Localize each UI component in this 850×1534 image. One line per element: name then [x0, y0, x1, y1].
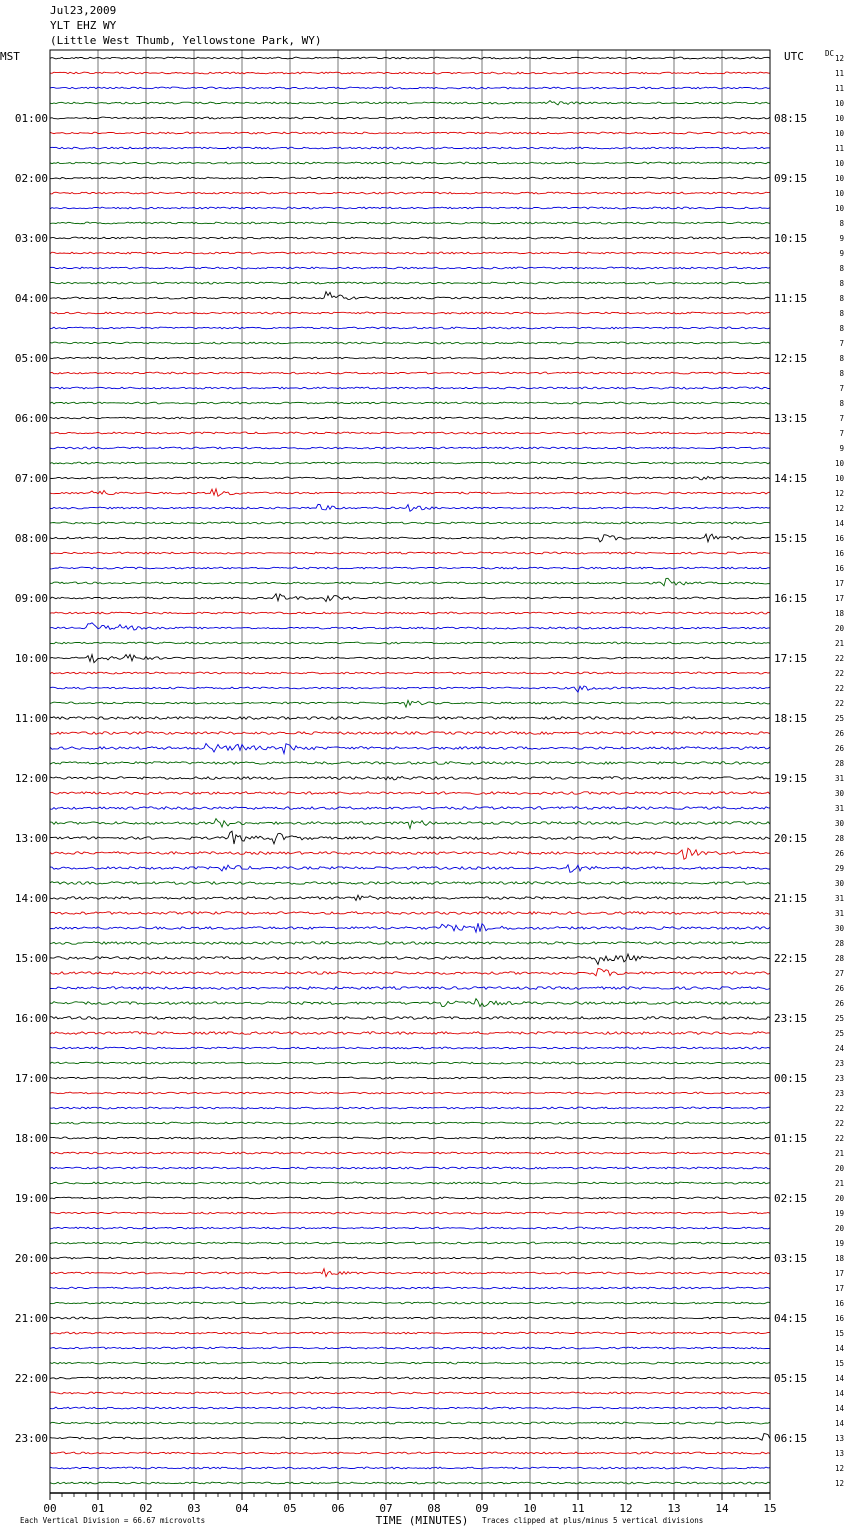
seismic-trace [50, 594, 770, 602]
plot-frame [50, 50, 770, 1493]
seismic-trace [50, 1377, 770, 1379]
seismic-trace [50, 462, 770, 464]
x-tick-label: 02 [139, 1502, 153, 1515]
dc-offset-label: 8 [839, 219, 844, 228]
x-tick-label: 07 [379, 1502, 393, 1515]
seismic-trace [50, 327, 770, 329]
mst-hour-label: 22:00 [14, 1372, 48, 1385]
seismic-trace [50, 762, 770, 765]
dc-offset-label: 12 [834, 504, 844, 513]
seismic-traces [50, 57, 770, 1484]
dc-offset-label: 11 [834, 144, 844, 153]
dc-offset-label: 30 [834, 819, 844, 828]
dc-offset-label: 29 [834, 864, 844, 873]
dc-offset-label: 30 [834, 924, 844, 933]
dc-offset-label: 16 [834, 534, 844, 543]
utc-hour-label: 15:15 [774, 532, 808, 545]
seismic-trace [50, 848, 770, 859]
station-name: YLT EHZ WY [50, 19, 117, 32]
dc-offset-label: 18 [834, 609, 844, 618]
utc-hour-label: 21:15 [774, 892, 808, 905]
dc-offset-label: 31 [834, 804, 844, 813]
mst-hour-label: 07:00 [14, 472, 48, 485]
seismic-trace [50, 357, 770, 359]
seismic-trace [50, 895, 770, 900]
seismic-trace [50, 207, 770, 209]
dc-offset-label: 17 [834, 579, 844, 588]
utc-hour-label: 14:15 [774, 472, 808, 485]
dc-offset-label: 30 [834, 789, 844, 798]
mst-hour-label: 04:00 [14, 292, 48, 305]
dc-offset-label: 10 [834, 174, 844, 183]
seismic-trace [50, 57, 770, 59]
seismic-trace [50, 655, 770, 663]
dc-offset-label: 12 [834, 1479, 844, 1488]
utc-hour-label: 17:15 [774, 652, 808, 665]
seismic-trace [50, 1137, 770, 1139]
plot-date: Jul23,2009 [50, 4, 117, 17]
seismic-trace [50, 954, 770, 964]
dc-offset-label: 9 [839, 249, 844, 258]
seismic-trace [50, 819, 770, 829]
dc-offset-label: 28 [834, 954, 844, 963]
dc-offset-label: 22 [834, 1134, 844, 1143]
dc-offset-label: 8 [839, 264, 844, 273]
seismic-trace [50, 672, 770, 674]
mst-hour-label: 19:00 [14, 1192, 48, 1205]
seismic-trace [50, 117, 770, 119]
utc-hour-label: 10:15 [774, 232, 808, 245]
mst-hour-label: 01:00 [14, 112, 48, 125]
dc-offset-label: 10 [834, 114, 844, 123]
seismic-trace [50, 776, 770, 780]
dc-offset-label: 19 [834, 1239, 844, 1248]
seismic-trace [50, 1047, 770, 1049]
x-tick-label: 12 [619, 1502, 633, 1515]
seismic-trace [50, 312, 770, 314]
dc-offset-label: 20 [834, 1164, 844, 1173]
dc-offset-label: 27 [834, 969, 844, 978]
seismic-trace [50, 162, 770, 164]
x-tick-label: 13 [667, 1502, 681, 1515]
x-tick-label: 10 [523, 1502, 537, 1515]
seismic-trace [50, 1242, 770, 1244]
dc-offset-label: 16 [834, 564, 844, 573]
seismic-trace [50, 623, 770, 630]
dc-offset-label: 28 [834, 834, 844, 843]
dc-header-label: DC [825, 49, 835, 58]
seismic-trace [50, 642, 770, 644]
dc-offset-label: 12 [834, 54, 844, 63]
utc-hour-label: 06:15 [774, 1432, 808, 1445]
dc-offset-label: 14 [834, 1374, 844, 1383]
seismic-trace [50, 1347, 770, 1349]
dc-offset-label: 13 [834, 1434, 844, 1443]
dc-offset-label: 24 [834, 1044, 844, 1053]
station-location: (Little West Thumb, Yellowstone Park, WY) [50, 34, 322, 47]
time-gridlines [98, 50, 722, 1493]
utc-hour-label: 01:15 [774, 1132, 808, 1145]
dc-offset-label: 8 [839, 399, 844, 408]
dc-offset-label: 15 [834, 1329, 844, 1338]
seismic-trace [50, 292, 770, 300]
dc-offset-label: 25 [834, 1029, 844, 1038]
seismic-trace [50, 402, 770, 404]
dc-offset-label: 14 [834, 1344, 844, 1353]
dc-offset-label: 14 [834, 1419, 844, 1428]
seismic-trace [50, 1332, 770, 1334]
dc-offset-label: 8 [839, 279, 844, 288]
seismic-trace [50, 732, 770, 735]
seismic-trace [50, 237, 770, 239]
dc-offset-label: 17 [834, 1269, 844, 1278]
seismic-trace [50, 686, 770, 692]
seismic-trace [50, 1167, 770, 1169]
dc-offset-label: 18 [834, 1254, 844, 1263]
dc-offset-label: 26 [834, 729, 844, 738]
x-tick-label: 15 [763, 1502, 777, 1515]
x-tick-label: 00 [43, 1502, 57, 1515]
dc-offset-label: 21 [834, 639, 844, 648]
seismic-trace [50, 267, 770, 269]
seismic-trace [50, 717, 770, 720]
dc-offset-label: 23 [834, 1074, 844, 1083]
seismic-trace [50, 504, 770, 511]
seismic-trace [50, 1257, 770, 1259]
seismic-trace [50, 417, 770, 419]
seismic-trace [50, 1092, 770, 1094]
dc-offset-label: 25 [834, 714, 844, 723]
seismic-trace [50, 1422, 770, 1424]
dc-offset-label: 25 [834, 1014, 844, 1023]
dc-offset-label: 22 [834, 669, 844, 678]
mst-hour-label: 23:00 [14, 1432, 48, 1445]
seismic-trace [50, 87, 770, 89]
utc-hour-label: 00:15 [774, 1072, 808, 1085]
seismic-trace [50, 282, 770, 284]
seismic-trace [50, 132, 770, 134]
seismic-trace [50, 1212, 770, 1214]
seismic-trace [50, 552, 770, 554]
dc-offset-label: 15 [834, 1359, 844, 1368]
seismic-trace [50, 1017, 770, 1020]
seismic-trace [50, 1317, 770, 1319]
seismic-trace [50, 1122, 770, 1124]
x-tick-label: 09 [475, 1502, 489, 1515]
dc-offset-label: 16 [834, 1314, 844, 1323]
seismic-trace [50, 969, 770, 976]
seismic-trace [50, 578, 770, 586]
seismic-trace [50, 372, 770, 374]
dc-offset-label: 7 [839, 384, 844, 393]
dc-offset-label: 22 [834, 684, 844, 693]
dc-offset-label: 20 [834, 624, 844, 633]
dc-offset-label: 28 [834, 939, 844, 948]
seismic-trace [50, 942, 770, 945]
utc-hour-label: 04:15 [774, 1312, 808, 1325]
mst-hour-label: 21:00 [14, 1312, 48, 1325]
dc-offset-label: 31 [834, 774, 844, 783]
dc-offset-label: 10 [834, 189, 844, 198]
dc-offset-label: 20 [834, 1224, 844, 1233]
dc-offset-label: 22 [834, 1119, 844, 1128]
utc-hour-label: 11:15 [774, 292, 808, 305]
seismic-trace [50, 192, 770, 194]
mst-hour-label: 10:00 [14, 652, 48, 665]
seismic-trace [50, 1152, 770, 1154]
seismic-trace [50, 1107, 770, 1109]
seismic-trace [50, 432, 770, 434]
utc-hour-label: 16:15 [774, 592, 808, 605]
dc-offset-label: 10 [834, 129, 844, 138]
utc-hour-label: 20:15 [774, 832, 808, 845]
dc-offset-label: 16 [834, 1299, 844, 1308]
x-tick-label: 14 [715, 1502, 729, 1515]
seismic-trace [50, 807, 770, 810]
seismic-trace [50, 1407, 770, 1409]
dc-offset-label: 23 [834, 1089, 844, 1098]
dc-offset-label: 30 [834, 879, 844, 888]
dc-offset-label: 17 [834, 594, 844, 603]
mst-hour-label: 14:00 [14, 892, 48, 905]
dc-offset-label: 31 [834, 894, 844, 903]
utc-hour-label: 18:15 [774, 712, 808, 725]
dc-offset-label: 31 [834, 909, 844, 918]
seismic-trace [50, 792, 770, 795]
seismic-trace [50, 923, 770, 932]
seismic-trace [50, 612, 770, 614]
utc-hour-label: 03:15 [774, 1252, 808, 1265]
dc-offset-label: 8 [839, 309, 844, 318]
x-tick-label: 04 [235, 1502, 249, 1515]
mst-axis-label: MST [0, 50, 20, 63]
mst-hour-label: 08:00 [14, 532, 48, 545]
dc-offset-label: 17 [834, 1284, 844, 1293]
mst-hour-label: 11:00 [14, 712, 48, 725]
mst-hour-label: 13:00 [14, 832, 48, 845]
mst-hour-label: 12:00 [14, 772, 48, 785]
x-tick-label: 05 [283, 1502, 297, 1515]
seismic-trace [50, 522, 770, 524]
dc-offset-label: 21 [834, 1179, 844, 1188]
dc-offset-label: 20 [834, 1194, 844, 1203]
seismic-trace [50, 177, 770, 179]
dc-offset-label: 22 [834, 1104, 844, 1113]
dc-offset-label: 16 [834, 549, 844, 558]
mst-hour-label: 09:00 [14, 592, 48, 605]
seismic-trace [50, 1269, 770, 1277]
seismic-trace [50, 1287, 770, 1289]
mst-hour-label: 06:00 [14, 412, 48, 425]
dc-offset-label: 26 [834, 984, 844, 993]
dc-offset-label: 26 [834, 744, 844, 753]
x-tick-label: 01 [91, 1502, 105, 1515]
seismic-trace [50, 1062, 770, 1064]
mst-hour-label: 18:00 [14, 1132, 48, 1145]
x-tick-label: 03 [187, 1502, 201, 1515]
scale-note: Each Vertical Division = 66.67 microvolts [20, 1516, 206, 1525]
seismic-trace [50, 882, 770, 885]
x-tick-label: 11 [571, 1502, 585, 1515]
dc-offset-label: 28 [834, 759, 844, 768]
dc-offset-label: 8 [839, 294, 844, 303]
seismic-trace [50, 387, 770, 389]
dc-offset-label: 10 [834, 204, 844, 213]
seismic-trace [50, 999, 770, 1007]
dc-offset-label: 22 [834, 654, 844, 663]
clip-note: Traces clipped at plus/minus 5 vertical divisions [482, 1516, 704, 1525]
x-axis-title: TIME (MINUTES) [375, 1514, 469, 1527]
seismic-trace [50, 1182, 770, 1184]
utc-hour-label: 05:15 [774, 1372, 808, 1385]
seismic-trace [50, 222, 770, 224]
seismic-trace [50, 72, 770, 74]
mst-hour-label: 03:00 [14, 232, 48, 245]
dc-offset-label: 9 [839, 234, 844, 243]
seismic-trace [50, 1434, 770, 1441]
dc-offset-label: 22 [834, 699, 844, 708]
seismic-trace [50, 1077, 770, 1079]
dc-offset-label: 10 [834, 159, 844, 168]
seismic-trace [50, 342, 770, 344]
seismic-trace [50, 567, 770, 569]
seismic-trace [50, 865, 770, 873]
dc-offset-label: 10 [834, 99, 844, 108]
dc-offset-label: 14 [834, 1389, 844, 1398]
utc-hour-label: 08:15 [774, 112, 808, 125]
dc-offset-label: 7 [839, 429, 844, 438]
seismic-trace [50, 1452, 770, 1454]
seismic-trace [50, 1302, 770, 1304]
dc-offset-label: 11 [834, 69, 844, 78]
dc-offset-label: 10 [834, 459, 844, 468]
dc-offset-label: 8 [839, 324, 844, 333]
seismic-trace [50, 1032, 770, 1035]
seismic-trace [50, 1392, 770, 1394]
seismic-trace [50, 476, 770, 479]
seismic-trace [50, 1362, 770, 1364]
utc-hour-label: 12:15 [774, 352, 808, 365]
mst-hour-label: 02:00 [14, 172, 48, 185]
seismic-trace [50, 1482, 770, 1484]
utc-hour-label: 23:15 [774, 1012, 808, 1025]
seismic-trace [50, 252, 770, 254]
x-tick-label: 06 [331, 1502, 345, 1515]
mst-hour-label: 05:00 [14, 352, 48, 365]
mst-hour-label: 16:00 [14, 1012, 48, 1025]
seismic-trace [50, 987, 770, 990]
dc-offset-label: 9 [839, 444, 844, 453]
dc-offset-label: 26 [834, 999, 844, 1008]
x-tick-label: 08 [427, 1502, 441, 1515]
dc-offset-label: 12 [834, 1464, 844, 1473]
utc-axis-label: UTC [784, 50, 804, 63]
dc-offset-label: 19 [834, 1209, 844, 1218]
utc-hour-label: 13:15 [774, 412, 808, 425]
dc-offset-label: 26 [834, 849, 844, 858]
dc-offset-label: 13 [834, 1449, 844, 1458]
seismic-trace [50, 147, 770, 149]
dc-offset-label: 12 [834, 489, 844, 498]
axis-labels [0, 49, 844, 1527]
seismic-trace [50, 1227, 770, 1229]
dc-offset-label: 11 [834, 84, 844, 93]
seismic-trace [50, 700, 770, 707]
seismic-trace [50, 447, 770, 449]
dc-offset-label: 8 [839, 354, 844, 363]
seismic-trace [50, 912, 770, 915]
dc-offset-label: 14 [834, 519, 844, 528]
dc-offset-label: 7 [839, 414, 844, 423]
dc-offset-label: 8 [839, 369, 844, 378]
mst-hour-label: 15:00 [14, 952, 48, 965]
seismic-trace [50, 744, 770, 754]
dc-offset-label: 7 [839, 339, 844, 348]
utc-hour-label: 19:15 [774, 772, 808, 785]
dc-offset-label: 21 [834, 1149, 844, 1158]
dc-offset-label: 14 [834, 1404, 844, 1413]
utc-hour-label: 09:15 [774, 172, 808, 185]
dc-offset-label: 23 [834, 1059, 844, 1068]
utc-hour-label: 22:15 [774, 952, 808, 965]
utc-hour-label: 02:15 [774, 1192, 808, 1205]
seismic-trace [50, 489, 770, 497]
seismic-trace [50, 831, 770, 844]
mst-hour-label: 20:00 [14, 1252, 48, 1265]
seismic-trace [50, 534, 770, 542]
seismic-trace [50, 1467, 770, 1469]
seismic-trace [50, 1197, 770, 1199]
dc-offset-label: 10 [834, 474, 844, 483]
mst-hour-label: 17:00 [14, 1072, 48, 1085]
seismic-trace [50, 101, 770, 105]
